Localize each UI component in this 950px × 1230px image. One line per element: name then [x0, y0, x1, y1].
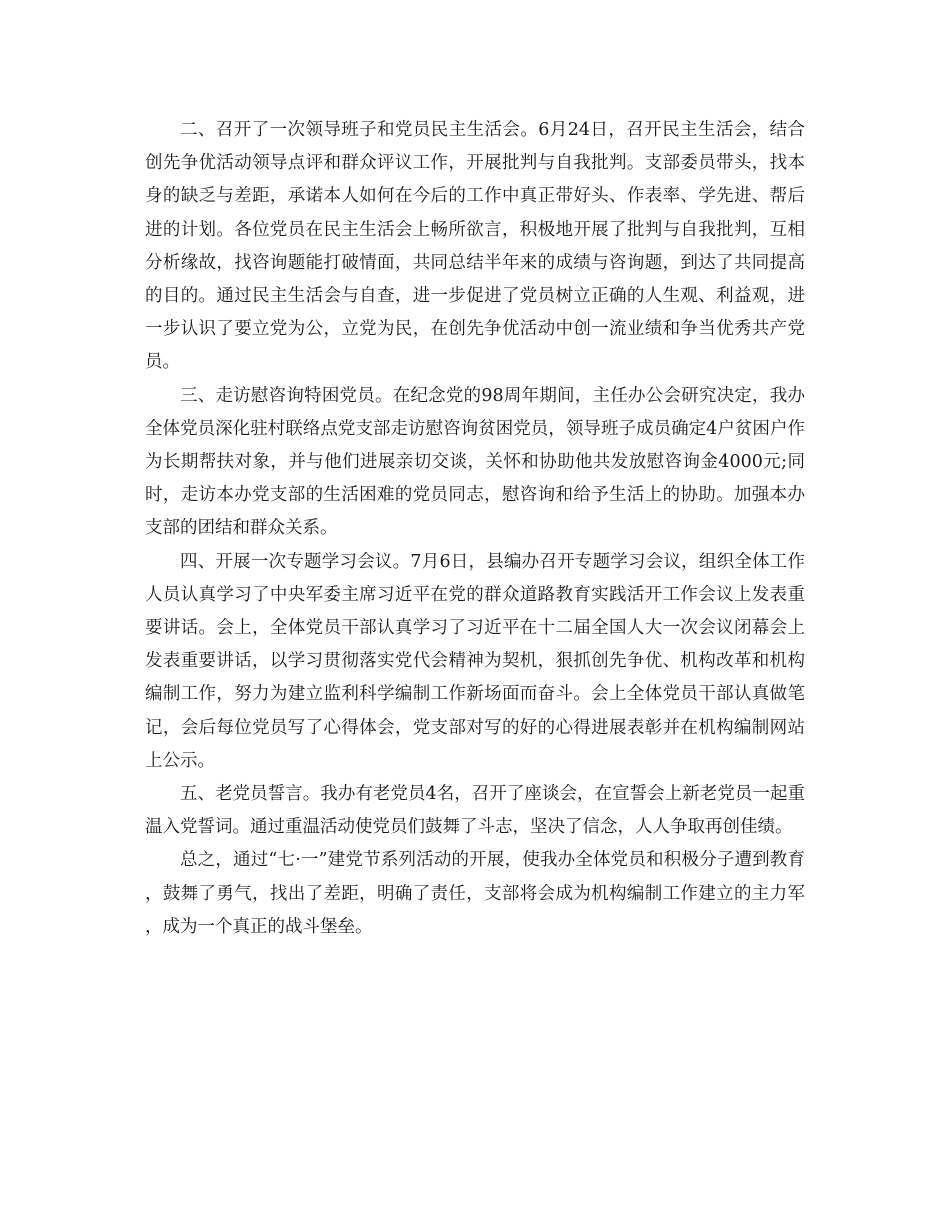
paragraph-conclusion: 总之，通过“七·一”建党节系列活动的开展，使我办全体党员和积极分子遭到教育，鼓舞了勇气，找出了差距，明确了责任，支部将会成为机构编制工作建立的主力军，成为一个真正的战斗堡垒。: [145, 850, 805, 937]
paragraph-study-meeting: 四、开展一次专题学习会议。7月6日，县编办召开专题学习会议，组织全体工作人员认真学习了中央军委主席习近平在党的群众道路教育实践活开工作会议上发表重要讲话。会上，全体党员干部认真学习了习近平在十二届全国人大一次会议闭幕会上发表重要讲话，以学习贯彻落实党代会精神为契机，狠抓创先争优、机构改革和机构编制工作，努力为建立监利科学编制工作新场面而奋斗。会上全体党员干部认真做笔记，会后每位党员写了心得体会，党支部对写的好的心得进展表彰并在机构编制网站上公示。: [145, 551, 805, 771]
paragraph-visiting-poor-members: 三、走访慰咨询特困党员。在纪念党的98周年期间，主任办公会研究决定，我办全体党员深化驻村联络点党支部走访慰咨询贫困党员，领导班子成员确定4户贫困户作为长期帮扶对象，并与他们进展亲切交谈，关怀和协助他共发放慰咨询金4000元;同时，走访本办党支部的生活困难的党员同志，慰咨询和给予生活上的协助。加强本办支部的团结和群众关系。: [145, 385, 805, 539]
paragraph-democratic-life-meeting: 二、召开了一次领导班子和党员民主生活会。6月24日，召开民主生活会，结合创先争优活动领导点评和群众评议工作，开展批判与自我批判。支部委员带头，找本身的缺乏与差距，承诺本人如何在今后的工作中真正带好头、作表率、学先进、帮后进的计划。各位党员在民主生活会上畅所欲言，积极地开展了批判与自我批判，互相分析缘故，找咨询题能打破情面，共同总结半年来的成绩与咨询题，到达了共同提高的目的。通过民主生活会与自查，进一步促进了党员树立正确的人生观、利益观，进一步认识了要立党为公，立党为民，在创先争优活动中创一流业绩和争当优秀共产党员。: [145, 120, 805, 373]
document-body: [145, 114, 805, 944]
paragraph-veteran-oath: 五、老党员誓言。我办有老党员4名，召开了座谈会，在宣誓会上新老党员一起重温入党誓词。通过重温活动使党员们鼓舞了斗志，坚决了信念，人人争取再创佳绩。: [145, 784, 805, 838]
